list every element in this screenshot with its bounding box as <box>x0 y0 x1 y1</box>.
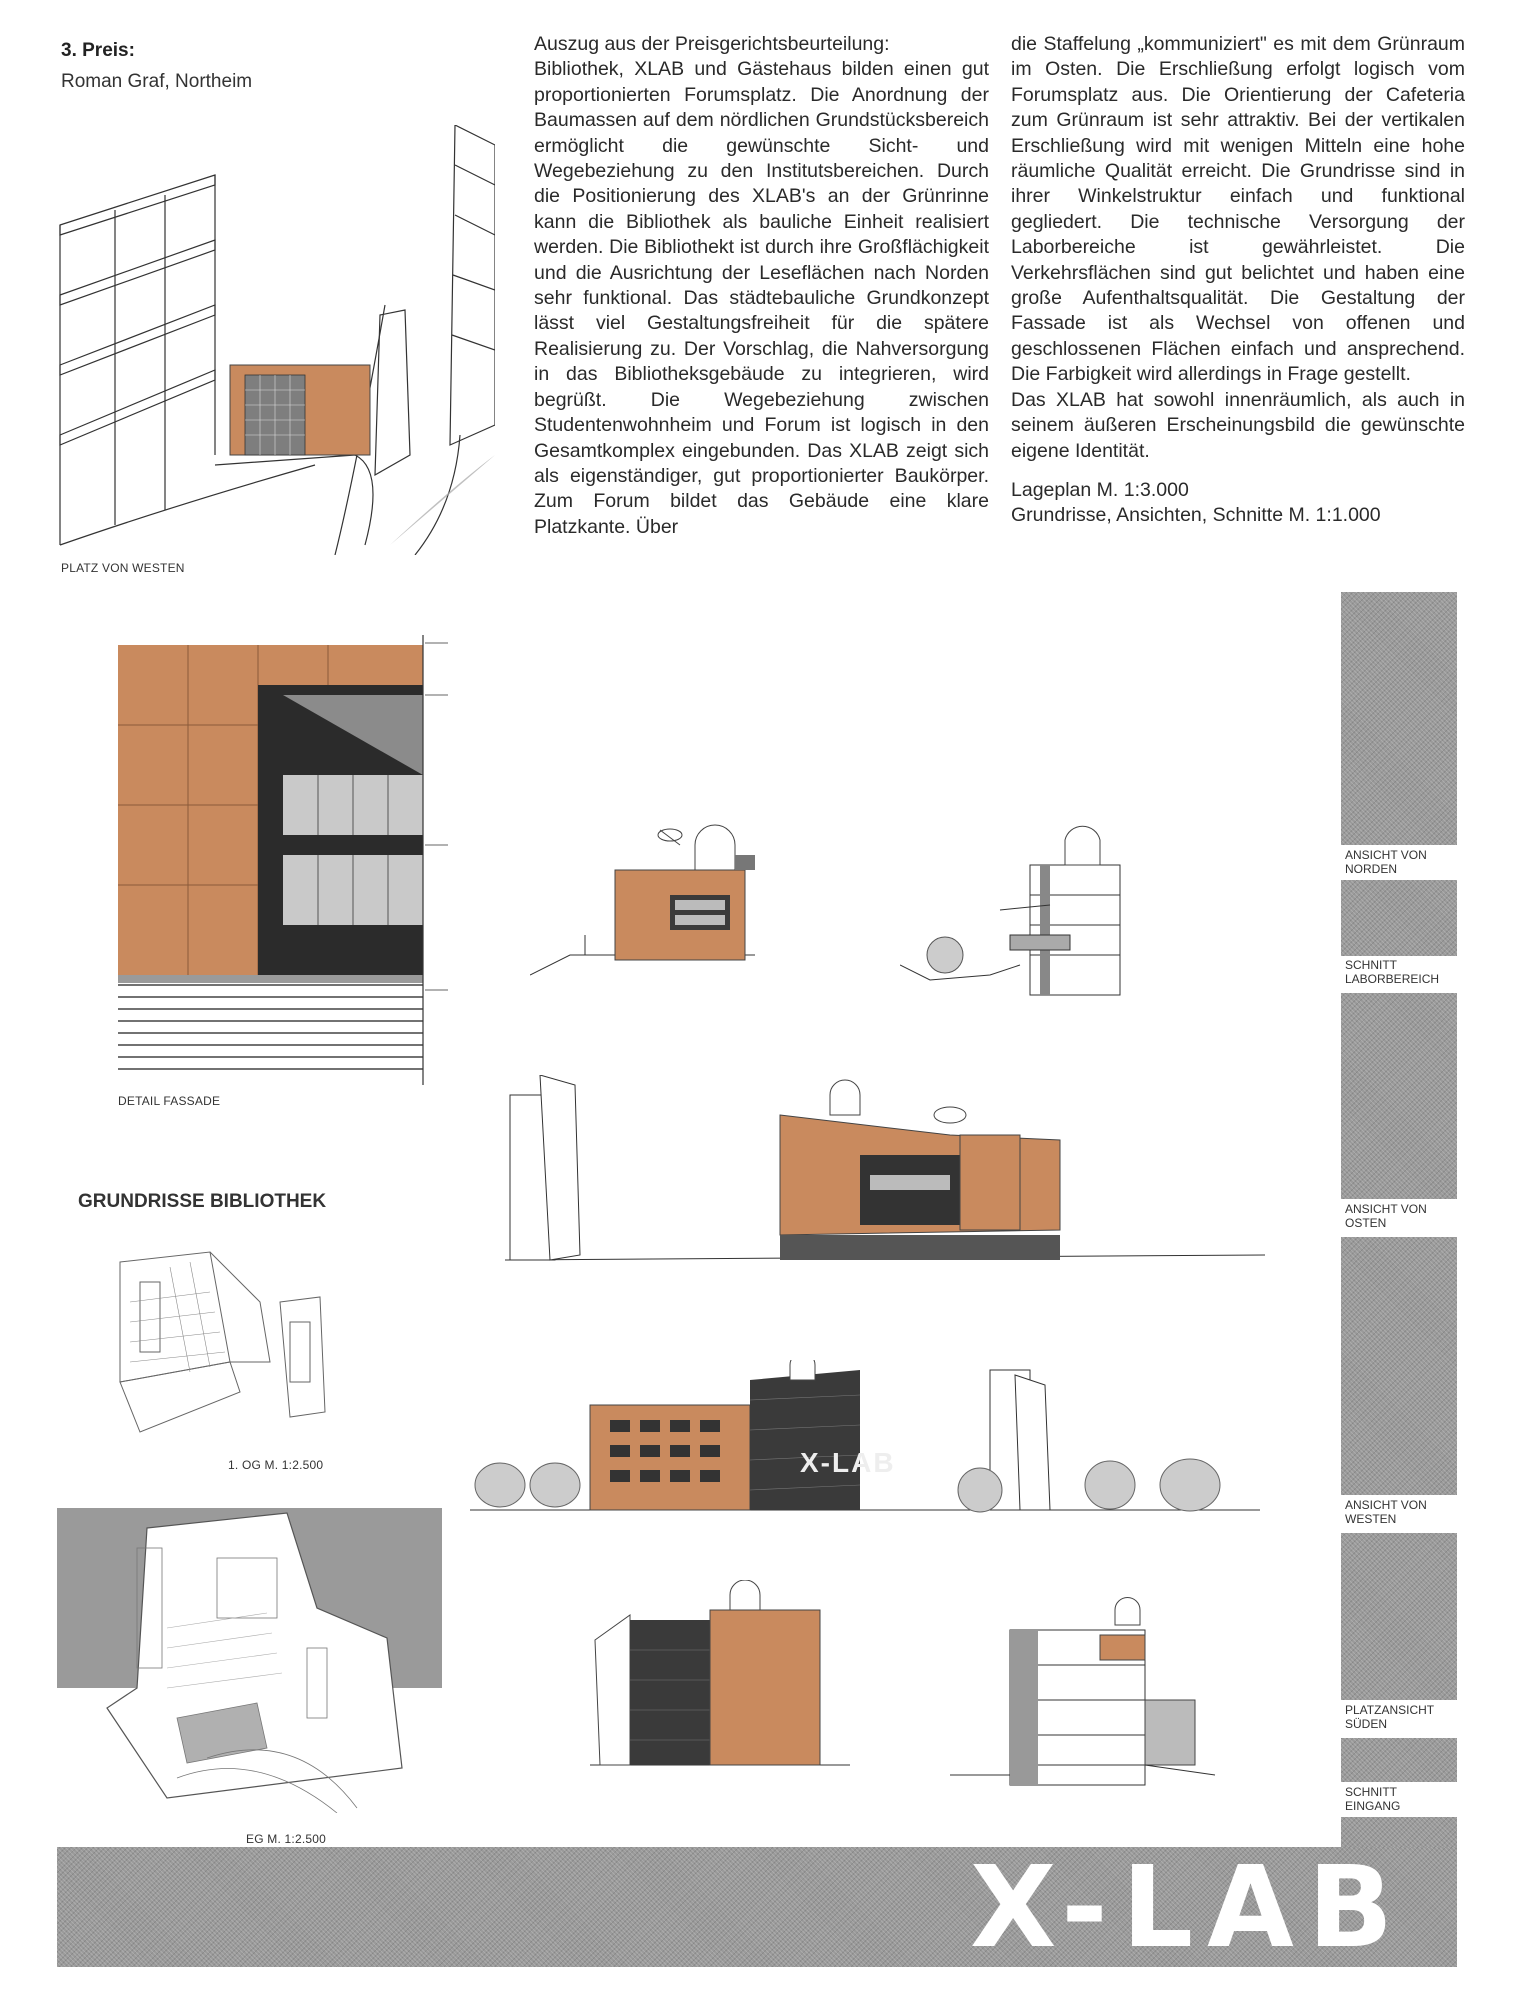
label-line: WESTEN <box>1345 1512 1397 1526</box>
section-lab-drawing <box>900 805 1220 1000</box>
label-platzansicht-sueden <box>1345 1703 1434 1731</box>
label-line: SÜDEN <box>1345 1717 1388 1731</box>
perspective-drawing <box>55 125 495 555</box>
scale-lageplan: Lageplan M. 1:3.000 <box>1011 478 1189 501</box>
side-band-block-5 <box>1341 1533 1457 1700</box>
jury-text-column-2 <box>1011 32 1465 529</box>
label-ansicht-westen <box>1345 1498 1427 1526</box>
elevation-east-drawing <box>500 1075 1265 1285</box>
side-band-block-4 <box>1341 1237 1457 1495</box>
jury-text-column-1 <box>534 32 989 540</box>
label-line: ANSICHT VON <box>1345 848 1427 862</box>
side-band-block-1 <box>1341 592 1457 845</box>
eg-caption: EG M. 1:2.500 <box>246 1832 326 1846</box>
jury-paragraph-3: Das XLAB hat sowohl innenräumlich, als auch in seinem äußeren Erscheinungsbild die gewünschte eigene Identität. <box>1011 388 1465 462</box>
label-line: ANSICHT VON <box>1345 1202 1427 1216</box>
jury-intro: Auszug aus der Preisgerichtsbeurteilung: <box>534 33 890 55</box>
floorplan-og-drawing <box>110 1242 340 1452</box>
label-line: ANSICHT VON <box>1345 1498 1427 1512</box>
grundrisse-title: GRUNDRISSE BIBLIOTHEK <box>78 1191 327 1212</box>
facade-detail-drawing <box>118 635 448 1085</box>
label-ansicht-osten <box>1345 1202 1427 1230</box>
side-band-block-3 <box>1341 993 1457 1199</box>
label-line: SCHNITT <box>1345 1785 1397 1799</box>
label-line: OSTEN <box>1345 1216 1387 1230</box>
jury-paragraph-2: die Staffelung „kommuniziert" es mit dem Grünraum im Osten. Die Erschließung erfolgt logisch vom Forumsplatz aus. Die Orientierung der Cafeteria zum Grünraum ist sehr attraktiv. Bei der vertikalen Erschließung wird mit wenigen Mitteln eine hohe räumliche Qualität erreicht. Die Grundrisse sind in ihrer Winkelstruktur einfach und funktional gegliedert. Die technische Versorgung der Laborbereiche ist gewährleistet. Die Verkehrsflächen sind gut belichtet und haben eine große Aufenthaltsqualität. Die Gestaltung der Fassade ist als Wechsel von offenen und geschlossenen Flächen einfach und ansprechend. Die Farbigkeit wird allerdings in Frage gestellt. <box>1011 33 1465 386</box>
side-band-block-2 <box>1341 880 1457 956</box>
elevation-west-drawing <box>470 1360 1260 1535</box>
floorplan-eg-drawing <box>57 1508 442 1813</box>
elevation-north-drawing <box>530 805 755 980</box>
prize-heading: 3. Preis: <box>61 40 135 61</box>
label-line: NORDEN <box>1345 862 1398 876</box>
label-line: PLATZANSICHT <box>1345 1703 1435 1717</box>
label-line: SCHNITT <box>1345 958 1397 972</box>
perspective-caption: PLATZ VON WESTEN <box>61 561 185 575</box>
jury-paragraph-1: Bibliothek, XLAB und Gästehaus bilden einen gut proportionierten Forumsplatz. Die Anordnung der Baumassen auf dem nördlichen Grundstücksbereich ermöglicht die gewünschte Sicht- und Wegebeziehung zu den Institutsbereichen. Durch die Positionierung des XLAB's an der Grünrinne kann die Bibliothek als bauliche Einheit realisiert werden. Die Bibliothekt ist durch ihre Großflächigkeit und die Ausrichtung der Leseflächen nach Norden sehr funktional. Das städtebauliche Grundkonzept lässt viel Gestaltungsfreiheit für die spätere Realisierung zu. Der Vorschlag, die Nahversorgung in das Bibliotheksgebäude zu integrieren, wird begrüßt. Die Wegebeziehung zwischen Studentenwohnheim und Forum ist logisch in den Gesamtkomplex eingebunden. Das XLAB zeigt sich als eigenständiger, gut proportionierter Baukörper. Zum Forum bildet das Gebäude eine klare Platzkante. Über <box>534 58 989 538</box>
section-entrance-drawing <box>950 1590 1220 1795</box>
facade-caption: DETAIL FASSADE <box>118 1094 221 1108</box>
label-line: LABORBEREICH <box>1345 972 1440 986</box>
elevation-south-drawing <box>590 1580 850 1780</box>
og-caption: 1. OG M. 1:2.500 <box>228 1458 324 1472</box>
label-schnitt-eingang <box>1345 1785 1400 1813</box>
author-name: Roman Graf, Northeim <box>61 71 253 92</box>
label-ansicht-norden <box>1345 848 1427 876</box>
side-band-block-6 <box>1341 1738 1457 1782</box>
x-lab-logo: X-LAB <box>970 1843 1408 1973</box>
svg-text:X-LAB: X-LAB <box>800 1447 896 1478</box>
label-schnitt-laborbereich <box>1345 958 1439 986</box>
scale-grundrisse: Grundrisse, Ansichten, Schnitte M. 1:1.000 <box>1011 504 1381 527</box>
label-line: EINGANG <box>1345 1799 1401 1813</box>
